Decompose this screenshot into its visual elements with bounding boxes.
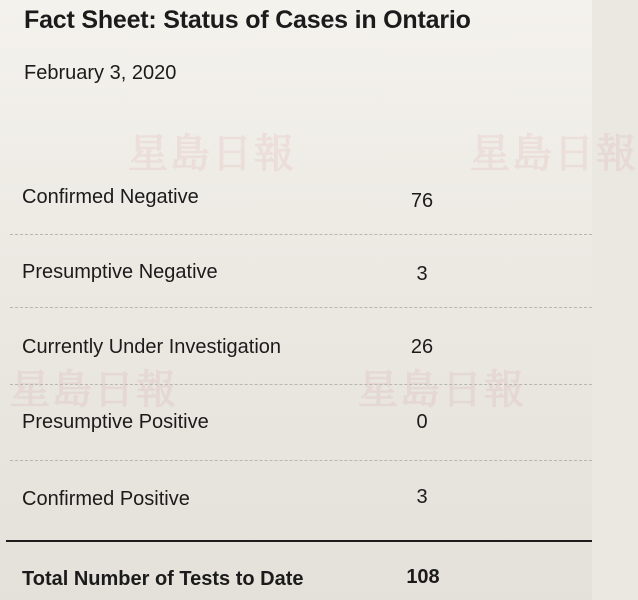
row-value: 0: [416, 411, 428, 433]
row-value: 26: [410, 336, 434, 358]
row-divider: [10, 384, 592, 385]
row-divider: [10, 307, 592, 308]
row-label: Presumptive Negative: [22, 261, 218, 283]
page-title: Fact Sheet: Status of Cases in Ontario: [24, 6, 471, 34]
row-value: 3: [416, 486, 428, 508]
total-label: Total Number of Tests to Date: [22, 568, 304, 590]
watermark-logo: 星島日報: [470, 131, 638, 177]
watermark-logo: 星島日報: [10, 367, 178, 413]
watermark-logo: 星島日報: [358, 367, 526, 413]
row-label: Confirmed Positive: [22, 488, 190, 510]
row-divider: [10, 234, 592, 235]
total-divider: [6, 540, 592, 542]
row-label: Presumptive Positive: [22, 411, 209, 433]
total-value: 108: [406, 566, 440, 588]
row-value: 3: [416, 263, 428, 285]
watermark-logo: 星島日報: [128, 131, 296, 177]
row-label: Confirmed Negative: [22, 186, 199, 208]
document-date: February 3, 2020: [24, 62, 177, 84]
row-label: Currently Under Investigation: [22, 336, 282, 358]
row-divider: [10, 460, 592, 461]
row-value: 76: [410, 190, 434, 212]
